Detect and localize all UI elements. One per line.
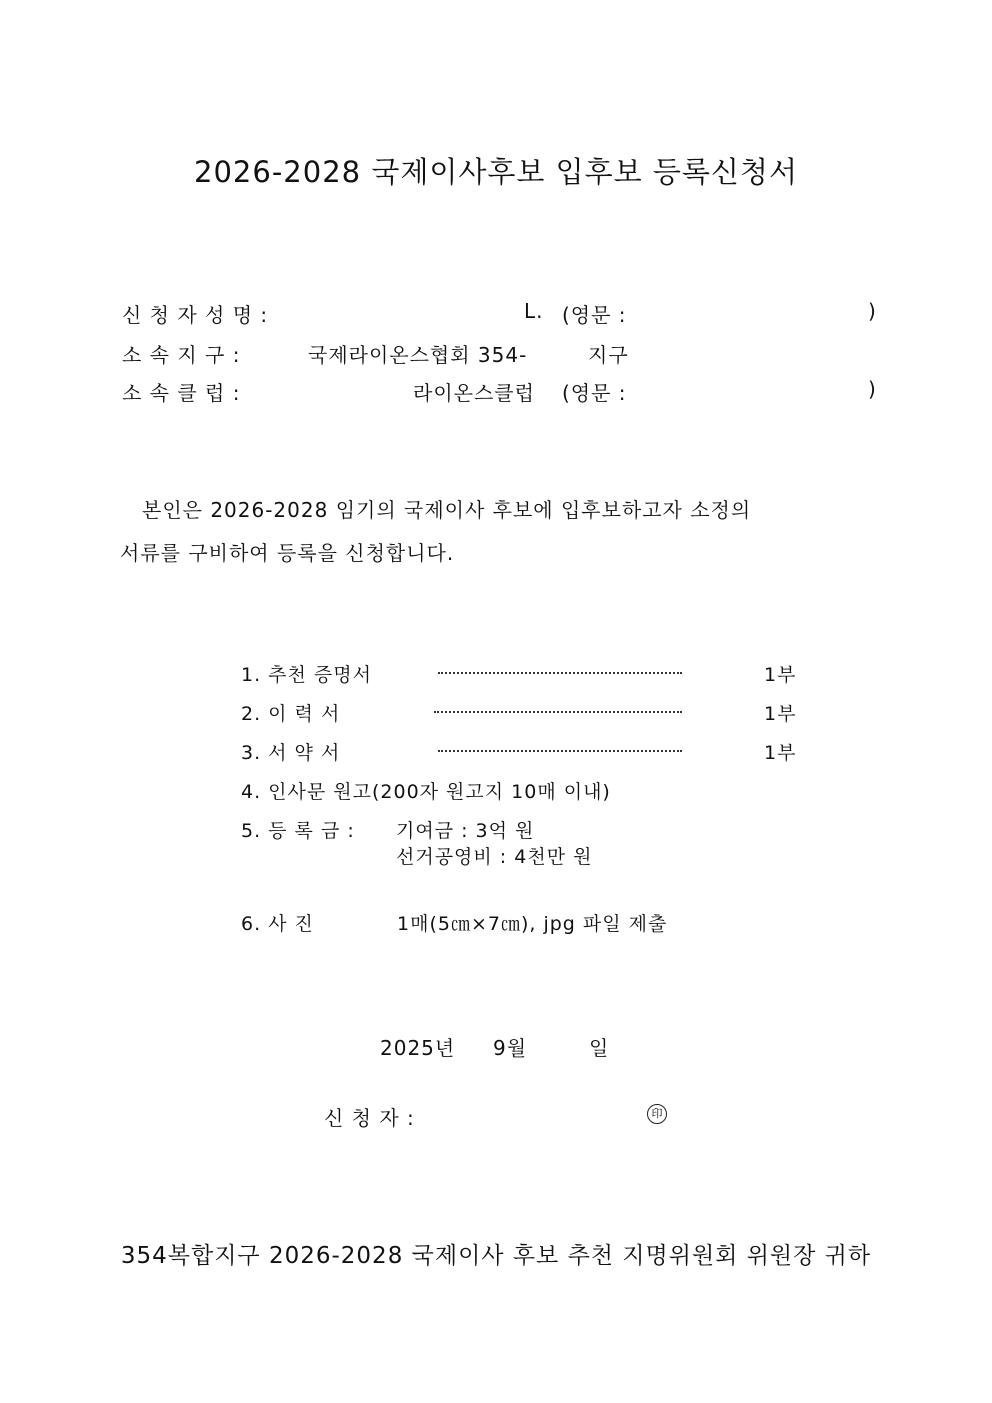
club-english-label: (영문 : [562, 381, 627, 405]
doc-item-1-leader [438, 672, 682, 674]
doc-item-2-label: 2. 이 력 서 [241, 703, 341, 725]
doc-item-2-leader [434, 711, 682, 713]
document-title: 2026-2028 국제이사후보 입후보 등록신청서 [194, 155, 798, 189]
applicant-name-label: 신 청 자 성 명 : [122, 303, 269, 327]
club-value: 라이온스클럽 [413, 381, 535, 405]
doc-item-6-value: 1매(5㎝×7㎝), jpg 파일 제출 [397, 913, 668, 935]
doc-item-3-label: 3. 서 약 서 [241, 742, 341, 764]
doc-item-5-label: 5. 등 록 금 : [241, 820, 355, 842]
doc-item-5-line-1: 기여금 : 3억 원 [396, 820, 535, 842]
addressee-footer: 354복합지구 2026-2028 국제이사 후보 추천 지명위원회 위원장 귀하 [120, 1243, 872, 1269]
club-label: 소 속 클 럽 : [122, 381, 241, 405]
seal-icon: 印 [647, 1104, 667, 1124]
doc-item-3-count: 1부 [764, 742, 797, 764]
doc-item-1-label: 1. 추천 증명서 [241, 664, 372, 686]
district-value-suffix: 지구 [588, 343, 629, 367]
applicant-name-row [122, 299, 268, 328]
statement-line-2: 서류를 구비하여 등록을 신청합니다. [120, 541, 455, 565]
date-month: 9월 [493, 1036, 528, 1060]
doc-item-2-count: 1부 [764, 703, 797, 725]
statement-line-1: 본인은 2026-2028 임기의 국제이사 후보에 입후보하고자 소정의 [142, 498, 752, 522]
doc-item-5-line-2: 선거공영비 : 4천만 원 [396, 846, 593, 868]
doc-item-6-label: 6. 사 진 [241, 913, 314, 935]
doc-item-4-label: 4. 인사문 원고(200자 원고지 10매 이내) [241, 781, 611, 803]
doc-item-3-leader [438, 750, 682, 752]
date-day: 일 [589, 1036, 610, 1060]
date-year: 2025년 [380, 1036, 456, 1060]
signature-label: 신 청 자 : [324, 1106, 415, 1130]
applicant-english-label: (영문 : [562, 303, 627, 327]
district-value-prefix: 국제라이온스협회 354- [308, 343, 528, 367]
district-label: 소 속 지 구 : [122, 343, 241, 367]
applicant-close-paren: ) [868, 299, 877, 323]
doc-item-1-count: 1부 [764, 664, 797, 686]
club-close-paren: ) [868, 377, 877, 401]
applicant-name-suffix: L. [524, 299, 544, 323]
